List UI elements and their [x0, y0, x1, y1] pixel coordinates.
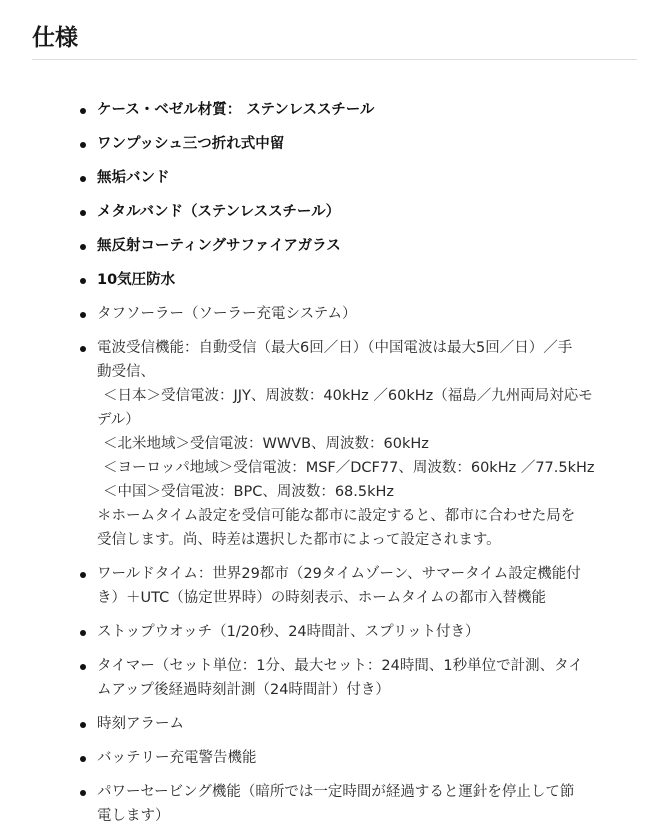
spec-line: パワーセービング機能（暗所では一定時間が経過すると運針を停止して節	[97, 784, 575, 800]
spec-item	[80, 562, 620, 610]
bullet-icon	[80, 790, 86, 796]
spec-item	[80, 654, 620, 702]
bullet-icon	[80, 312, 86, 318]
bullet-icon	[80, 108, 86, 114]
bullet-icon	[80, 244, 86, 250]
spec-line: タフソーラー（ソーラー充電システム）	[97, 306, 357, 322]
bullet-icon	[80, 572, 86, 578]
spec-item	[80, 336, 620, 552]
spec-line: ＜北米地域＞受信電波：WWVB、周波数：60kHz	[103, 436, 429, 452]
spec-line: ケース・ベゼル材質： ステンレススチール	[97, 102, 375, 118]
spec-line: 受信します。尚、時差は選択した都市によって設定されます。	[97, 532, 501, 548]
bullet-icon	[80, 176, 86, 182]
spec-item	[80, 780, 620, 828]
spec-line: ストップウオッチ（1/20秒、24時間計、スプリット付き）	[97, 624, 480, 640]
spec-item	[80, 166, 620, 190]
spec-item	[80, 302, 620, 326]
spec-line: 電波受信機能：自動受信（最大6回／日）（中国電波は最大5回／日）／手	[97, 340, 573, 356]
spec-item	[80, 268, 620, 292]
spec-item	[80, 200, 620, 224]
spec-line: バッテリー充電警告機能	[97, 750, 257, 766]
spec-line: ＜ヨーロッパ地域＞受信電波：MSF／DCF77、周波数：60kHz ／77.5kHz	[103, 460, 595, 476]
spec-line: ＜中国＞受信電波：BPC、周波数：68.5kHz	[103, 484, 395, 500]
spec-line: メタルバンド（ステンレススチール）	[97, 204, 341, 220]
spec-line: 時刻アラーム	[97, 716, 184, 732]
spec-line: タイマー（セット単位：1分、最大セット：24時間、1秒単位で計測、タイ	[97, 658, 583, 674]
bullet-icon	[80, 346, 86, 352]
spec-item	[80, 620, 620, 644]
bullet-icon	[80, 664, 86, 670]
title-divider	[32, 59, 637, 60]
spec-line: ムアップ後経過時刻計測（24時間計）付き）	[97, 682, 390, 698]
spec-line: ワンプッシュ三つ折れ式中留	[97, 136, 285, 152]
bullet-icon	[80, 722, 86, 728]
spec-line: 動受信、	[97, 364, 155, 380]
spec-item	[80, 132, 620, 156]
spec-item	[80, 234, 620, 258]
spec-item	[80, 98, 620, 122]
spec-line: 10気圧防水	[97, 272, 176, 288]
spec-line: き）＋UTC（協定世界時）の時刻表示、ホームタイムの都市入替機能	[97, 590, 546, 606]
bullet-icon	[80, 756, 86, 762]
spec-line: 電します）	[97, 808, 170, 824]
spec-item	[80, 746, 620, 770]
page-title: 仕様	[32, 25, 78, 51]
bullet-icon	[80, 210, 86, 216]
bullet-icon	[80, 278, 86, 284]
spec-line: 無反射コーティングサファイアガラス	[97, 238, 341, 254]
spec-line: 無垢バンド	[97, 170, 170, 186]
spec-item	[80, 712, 620, 736]
spec-line: ＊ホームタイム設定を受信可能な都市に設定すると、都市に合わせた局を	[97, 508, 576, 524]
spec-list	[80, 98, 620, 838]
spec-line: デル）	[97, 412, 140, 428]
spec-line: ワールドタイム：世界29都市（29タイムゾーン、サマータイム設定機能付	[97, 566, 581, 582]
bullet-icon	[80, 630, 86, 636]
spec-line: ＜日本＞受信電波：JJY、周波数：40kHz ／60kHz（福島／九州両局対応モ	[103, 388, 593, 404]
bullet-icon	[80, 142, 86, 148]
